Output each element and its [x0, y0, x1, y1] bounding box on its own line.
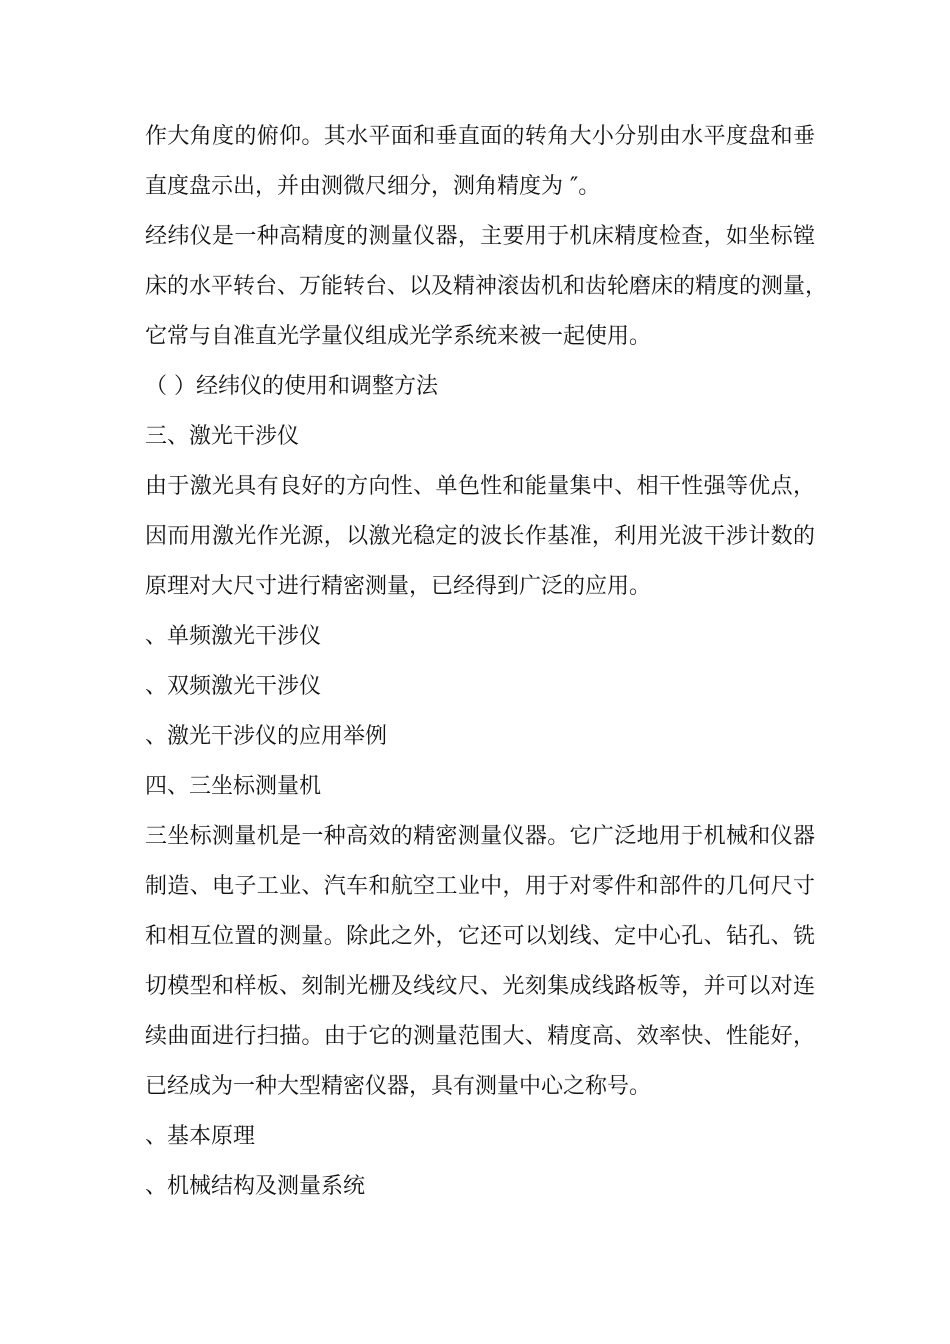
subheading: 、激光干涉仪的应用举例	[145, 724, 388, 749]
subheading: 、双频激光干涉仪	[145, 674, 322, 699]
paragraph-line: 切模型和样板、刻制光栅及线纹尺、光刻集成线路板等，并可以对连	[145, 974, 815, 999]
paragraph-line: 经纬仪是一种高精度的测量仪器，主要用于机床精度检查，如坐标镗	[145, 224, 815, 249]
subheading: 、单频激光干涉仪	[145, 624, 322, 649]
subheading: 、基本原理	[145, 1124, 256, 1149]
paragraph-line: 它常与自准直光学量仪组成光学系统来被一起使用。	[145, 324, 652, 349]
paragraph-line: 由于激光具有良好的方向性、单色性和能量集中、相干性强等优点，	[145, 474, 815, 499]
paragraph-line: 作大角度的俯仰。其水平面和垂直面的转角大小分别由水平度盘和垂	[145, 124, 815, 149]
paragraph-line: 三坐标测量机是一种高效的精密测量仪器。它广泛地用于机械和仪器	[145, 824, 815, 849]
paragraph-line: 因而用激光作光源，以激光稳定的波长作基准，利用光波干涉计数的	[145, 524, 815, 549]
paragraph-line: 制造、电子工业、汽车和航空工业中，用于对零件和部件的几何尺寸	[145, 874, 815, 899]
document-body	[145, 112, 828, 1212]
section-heading: 四、三坐标测量机	[145, 774, 322, 799]
section-heading: 三、激光干涉仪	[145, 424, 300, 449]
paragraph-line: 原理对大尺寸进行精密测量，已经得到广泛的应用。	[145, 574, 652, 599]
subheading: （ ）经纬仪的使用和调整方法	[145, 374, 438, 399]
subheading: 、机械结构及测量系统	[145, 1174, 366, 1199]
paragraph-line: 直度盘示出，并由测微尺细分，测角精度为 ″。	[145, 174, 601, 199]
paragraph-line: 床的水平转台、万能转台、以及精神滚齿机和齿轮磨床的精度的测量，	[145, 274, 828, 299]
paragraph-line: 续曲面进行扫描。由于它的测量范围大、精度高、效率快、性能好，	[145, 1024, 815, 1049]
paragraph-line: 和相互位置的测量。除此之外，它还可以划线、定中心孔、钻孔、铣	[145, 924, 815, 949]
paragraph-line: 已经成为一种大型精密仪器，具有测量中心之称号。	[145, 1074, 652, 1099]
